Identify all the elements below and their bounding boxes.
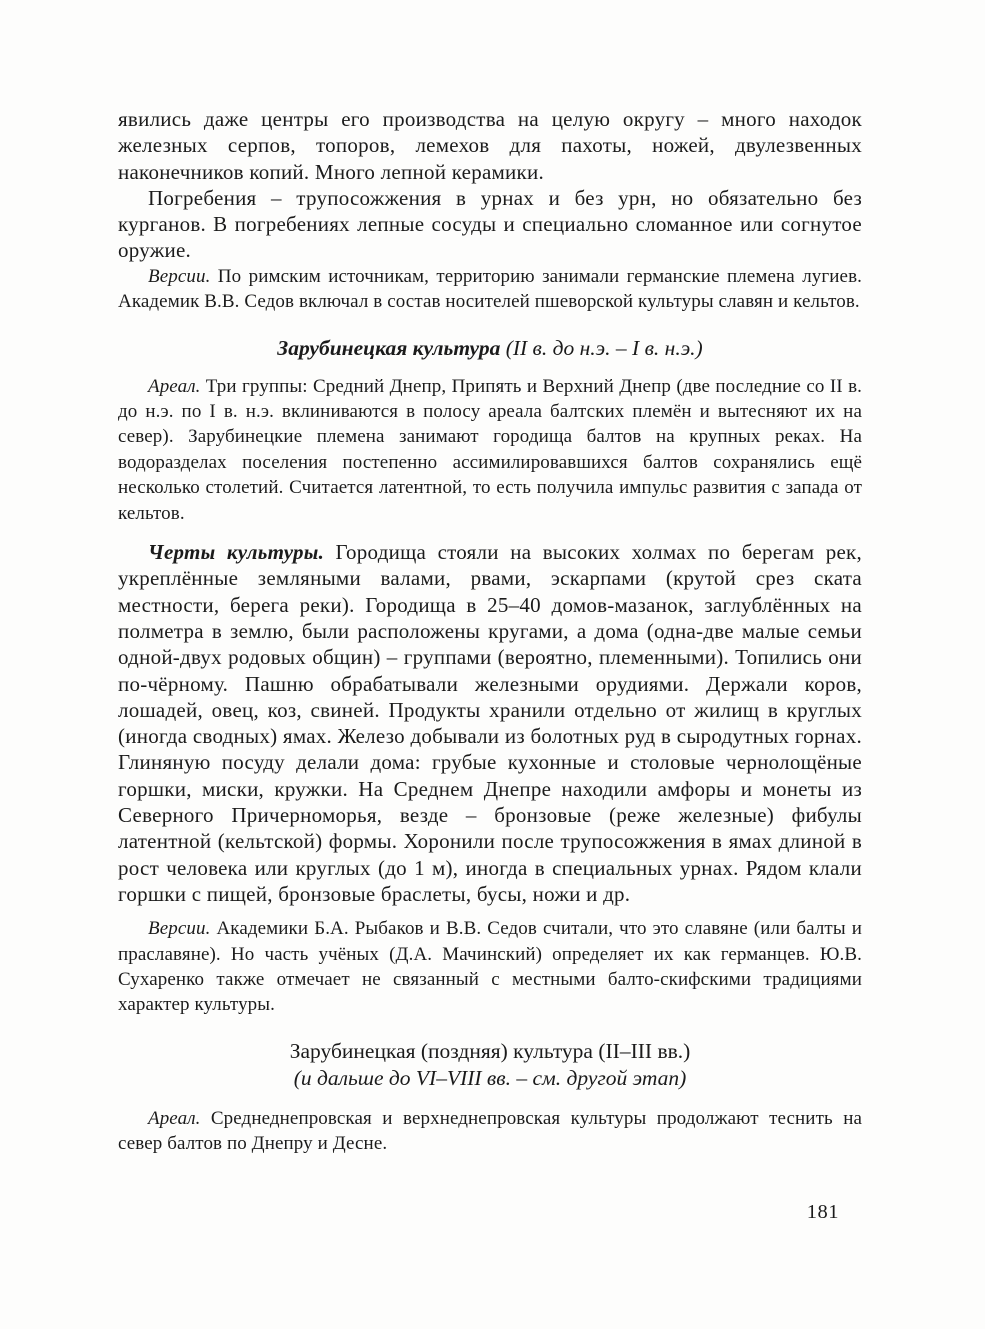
heading-title: Зарубинецкая (поздняя) культура [289, 1038, 599, 1063]
paragraph-lead: Версии. [148, 918, 211, 940]
text-column [118, 106, 862, 1157]
paragraph-versions-zarubintsy [118, 916, 862, 1018]
paragraph-culture-traits [118, 539, 862, 907]
paragraph-continuation: явились даже центры его производства на целую округу – много находок железных серпов, топоров, лемехов для пахоты, ножей, двулезвенных наконечников копий. Много лепной керамики. [118, 107, 862, 184]
paragraph-body: Академики Б.А. Рыбаков и В.В. Седов считали, что это славяне (или балты и праславяне). Но часть учёных (Д.А. Мачинский) определяет их как германцев. Ю.В. Сухаренко также отмечает не связанный с местными балто-скифскими традициями характер культуры. [118, 918, 862, 1016]
section-heading-zarubintsy [118, 335, 862, 362]
paragraph-versions-pshevorsk [118, 264, 862, 315]
paragraph-lead: Ареал. [148, 1107, 201, 1129]
heading-dates: (II в. до н.э. – I в. н.э.) [505, 335, 703, 360]
paragraph-lead: Ареал. [148, 375, 201, 397]
page-number: 181 [806, 1201, 839, 1223]
paragraph-burials: Погребения – трупосожжения в урнах и без урн, но обязательно без курганов. В погребениях лепные сосуды и специально сломанное или согнутое оружие. [118, 185, 862, 263]
paragraph-body: Городища стояли на высоких холмах по берегам рек, укреплённые земляными валами, рвами, эскарпами (крутой срез ската местности, берега реки). Городища в 25–40 домов-мазанок, заглублённых на полметра в землю, были расположены кругами, а дома (одна-две малые семьи одной-двух родовых общин) – группами (вероятно, племенными). Топились они по-чёрному. Пашню обрабатывали железными орудиями. Держали коров, лошадей, овец, коз, свиней. Продукты хранили отдельно от жилищ в круглых (иногда сводных) ямах. Железо добывали из болотных руд в сыродутных горнах. Глиняную посуду делали дома: грубые кухонные и столовые чернолощёные горшки, миски, кружки. На Среднем Днепре находили амфоры и монеты из Северного Причерноморья, везде – бронзовые (реже железные) фибулы латентной (кельтской) формы. Хоронили после трупосожжения в ямах длиной в рост человека или круглых (до 1 м), иногда в специальных урнах. Рядом клали горшки с пищей, бронзовые браслеты, бусы, ножи и др. [118, 540, 862, 906]
section-heading-zarubintsy-late [118, 1038, 862, 1093]
heading-subtitle: (и дальше до VI–VIII вв. – см. другой этап) [293, 1066, 687, 1091]
paragraph-body: По римским источникам, территорию занимали германские племена лугиев. Академик В.В. Седов включал в состав носителей пшеворской культуры славян и кельтов. [118, 265, 862, 313]
heading-dates: (II–III вв.) [598, 1038, 691, 1063]
paragraph-areal-late [118, 1106, 862, 1157]
paragraph-body: Среднеднепровская и верхнеднепровская культуры продолжают теснить на север балтов по Днепру и Десне. [118, 1107, 862, 1155]
heading-line1 [290, 1039, 691, 1063]
heading-title: Зарубинецкая культура [277, 335, 506, 360]
paragraph-lead: Версии. [148, 265, 211, 287]
paragraph-areal-zarubintsy [118, 374, 862, 526]
paragraph-lead: Черты культуры. [148, 540, 325, 565]
paragraph-body: Три группы: Средний Днепр, Припять и Верхний Днепр (две последние со II в. до н.э. по I в. н.э. вклиниваются в полосу ареала балтских племён и вытесняют их на север). Зарубинецкие племена занимают городища балтов на крупных реках. На водоразделах поселения постепенно ассимилировавшихся балтов сохранялись ещё несколько столетий. Считается латентной, то есть получила импульс развития с запада от кельтов. [118, 375, 862, 524]
